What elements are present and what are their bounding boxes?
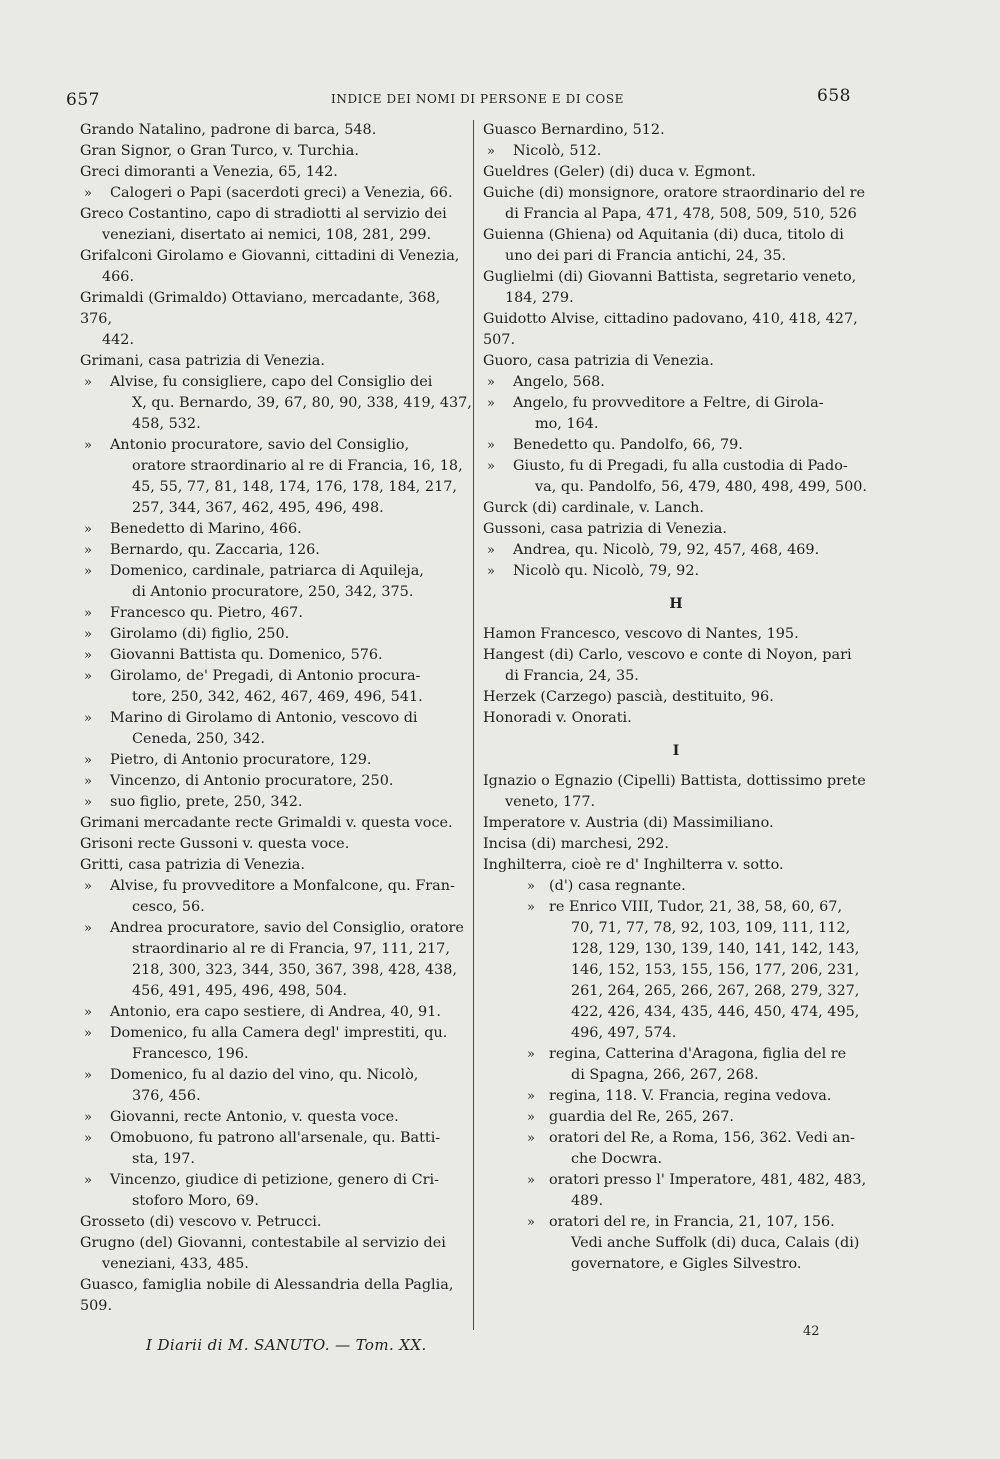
ditto-mark: » [84,1005,92,1020]
entry-text: Giovanni Battista qu. Domenico, 576. [110,647,383,663]
entry-text: Gritti, casa patrizia di Venezia. [80,857,305,873]
entry-text: Ignazio o Egnazio (Cipelli) Battista, dottissimo prete [483,773,866,789]
page-footer: I Diarii di M. SANUTO. — Tom. XX. [146,1336,427,1354]
index-entry [483,519,869,540]
entry-continuation: di Francia al Papa, 471, 478, 508, 509, 510, 526 [505,206,857,222]
index-subentry [80,519,472,540]
index-entry [483,813,869,834]
entry-text: re Enrico VIII, Tudor, 21, 38, 58, 60, 67, [549,899,843,915]
entry-text: Imperatore v. Austria (di) Massimiliano. [483,815,774,831]
entry-continuation: di Antonio procuratore, 250, 342, 375. [132,584,414,600]
ditto-mark: » [84,921,92,936]
index-entry [483,771,869,813]
right-page-number: 658 [817,86,851,106]
entry-text: Vincenzo, giudice di petizione, genero di Cri- [110,1172,439,1188]
ditto-mark: » [84,1110,92,1125]
entry-continuation: Vedi anche Suffolk (di) duca, Calais (di) governatore, e Gigles Silvestro. [571,1235,860,1272]
index-subentry [80,183,472,204]
entry-continuation: veneto, 177. [505,794,596,810]
index-subentry [80,792,472,813]
entry-text: Gurck (di) cardinale, v. Lanch. [483,500,704,516]
entry-text: oratori del re, in Francia, 21, 107, 156. [549,1214,835,1230]
entry-text: suo figlio, prete, 250, 342. [110,794,303,810]
entry-text: Giovanni, recte Antonio, v. questa voce. [110,1109,399,1125]
index-subentry [483,141,869,162]
entry-text: Domenico, cardinale, patriarca di Aquileja, [110,563,424,579]
ditto-mark: » [527,1215,535,1230]
ditto-mark: » [487,564,495,579]
index-subentry [80,876,472,918]
index-entry [80,855,472,876]
index-subentry [80,750,472,771]
index-subentry [483,1212,869,1275]
ditto-mark: » [84,1068,92,1083]
index-subentry [483,1044,869,1086]
index-entry [483,162,869,183]
entry-text: Herzek (Carzego) pascià, destituito, 96. [483,689,774,705]
index-subentry [483,561,869,582]
index-subentry [483,435,869,456]
index-entry [483,708,869,729]
entry-text: (d') casa regnante. [549,878,686,894]
ditto-mark: » [487,375,495,390]
ditto-mark: » [527,1173,535,1188]
index-subentry [80,771,472,792]
entry-text: Guienna (Ghiena) od Aquitania (di) duca, titolo di [483,227,844,243]
entry-text: Hangest (di) Carlo, vescovo e conte di Noyon, pari [483,647,852,663]
index-subentry [483,393,869,435]
right-index-column [483,120,869,1275]
ditto-mark: » [84,543,92,558]
index-subentry [483,1107,869,1128]
ditto-mark: » [84,1026,92,1041]
entry-text: Andrea, qu. Nicolò, 79, 92, 457, 468, 469. [513,542,820,558]
entry-text: Greco Costantino, capo di stradiotti al servizio dei [80,206,447,222]
index-subentry [483,1086,869,1107]
entry-text: Guiche (di) monsignore, oratore straordinario del re [483,185,866,201]
index-entry [483,834,869,855]
entry-text: Gran Signor, o Gran Turco, v. Turchia. [80,143,359,159]
entry-continuation: sta, 197. [132,1151,195,1167]
index-entry [80,834,472,855]
index-subentry [80,561,472,603]
entry-text: Guoro, casa patrizia di Venezia. [483,353,714,369]
index-subentry [80,603,472,624]
left-index-column [80,120,472,1317]
ditto-mark: » [84,669,92,684]
ditto-mark: » [84,564,92,579]
entry-text: Marino di Girolamo di Antonio, vescovo di [110,710,418,726]
index-entry [80,246,472,288]
entry-text: Andrea procuratore, savio del Consiglio, oratore [110,920,464,936]
column-divider [473,120,474,1330]
entry-continuation: che Docwra. [571,1151,663,1167]
index-subentry [80,372,472,435]
entry-continuation: straordinario al re di Francia, 97, 111, 217, 218, 300, 323, 344, 350, 367, 398, 428, 438, 456, 491, 495, 496, 498, 504. [132,941,457,999]
index-subentry [483,540,869,561]
entry-text: guardia del Re, 265, 267. [549,1109,734,1125]
entry-continuation: di Francia, 24, 35. [505,668,639,684]
signature-number: 42 [803,1324,820,1339]
entry-continuation: veneziani, 433, 485. [102,1256,249,1272]
entry-text: oratori presso l' Imperatore, 481, 482, 483, [549,1172,867,1188]
entry-text: Gueldres (Geler) (di) duca v. Egmont. [483,164,756,180]
entry-text: Honoradi v. Onorati. [483,710,632,726]
index-entry [80,351,472,372]
ditto-mark: » [84,606,92,621]
index-entry [80,141,472,162]
entry-text: Vincenzo, di Antonio procuratore, 250. [110,773,394,789]
entry-continuation: va, qu. Pandolfo, 56, 479, 480, 498, 499, 500. [535,479,867,495]
index-subentry [80,1170,472,1212]
index-subentry [483,1128,869,1170]
left-page-number: 657 [66,90,100,110]
entry-text: Grosseto (di) vescovo v. Petrucci. [80,1214,322,1230]
index-entry [80,120,472,141]
ditto-mark: » [84,186,92,201]
entry-text: Omobuono, fu patrono all'arsenale, qu. Batti- [110,1130,441,1146]
entry-continuation: mo, 164. [535,416,599,432]
index-subentry [80,1065,472,1107]
ditto-mark: » [84,438,92,453]
entry-text: Nicolò, 512. [513,143,602,159]
index-subentry [483,897,869,1044]
entry-text: Alvise, fu consigliere, capo del Consiglio dei [110,374,433,390]
ditto-mark: » [84,795,92,810]
index-subentry [483,456,869,498]
index-entry [483,855,869,876]
entry-text: Hamon Francesco, vescovo di Nantes, 195. [483,626,799,642]
ditto-mark: » [527,1089,535,1104]
index-entry [80,204,472,246]
index-subentry [483,876,869,897]
entry-text: Bernardo, qu. Zaccaria, 126. [110,542,320,558]
entry-continuation: di Spagna, 266, 267, 268. [571,1067,759,1083]
ditto-mark: » [84,879,92,894]
entry-text: Incisa (di) marchesi, 292. [483,836,669,852]
entry-text: Domenico, fu alla Camera degl' imprestiti, qu. [110,1025,448,1041]
index-entry [483,645,869,687]
index-entry [80,1275,472,1317]
entry-text: Gussoni, casa patrizia di Venezia. [483,521,727,537]
entry-text: Pietro, di Antonio procuratore, 129. [110,752,372,768]
entry-text: Angelo, fu provveditore a Feltre, di Girola- [513,395,824,411]
entry-text: Girolamo, de' Pregadi, di Antonio procura- [110,668,421,684]
entry-text: Grimani mercadante recte Grimaldi v. questa voce. [80,815,453,831]
index-subentry [80,435,472,519]
entry-text: Benedetto qu. Pandolfo, 66, 79. [513,437,743,453]
index-entry [80,813,472,834]
index-entry [483,351,869,372]
entry-text: Domenico, fu al dazio del vino, qu. Nicolò, [110,1067,419,1083]
index-entry [80,288,472,351]
entry-text: Giusto, fu di Pregadi, fu alla custodia di Pado- [513,458,848,474]
ditto-mark: » [84,1131,92,1146]
entry-text: Grifalconi Girolamo e Giovanni, cittadini di Venezia, [80,248,460,264]
ditto-mark: » [487,438,495,453]
entry-text: Guasco Bernardino, 512. [483,122,665,138]
index-subentry [80,1107,472,1128]
entry-continuation: veneziani, disertato ai nemici, 108, 281, 299. [102,227,432,243]
index-entry [483,120,869,141]
index-subentry [483,372,869,393]
entry-text: Inghilterra, cioè re d' Inghilterra v. sotto. [483,857,784,873]
entry-continuation: Ceneda, 250, 342. [132,731,265,747]
index-subentry [483,1170,869,1212]
entry-continuation: 442. [102,332,135,348]
entry-continuation: 489. [571,1193,604,1209]
ditto-mark: » [527,1110,535,1125]
entry-text: Calogeri o Papi (sacerdoti greci) a Venezia, 66. [110,185,453,201]
ditto-mark: » [527,879,535,894]
index-subentry [80,1023,472,1065]
entry-text: Guidotto Alvise, cittadino padovano, 410, 418, 427, 507. [483,311,858,348]
entry-continuation: 466. [102,269,135,285]
entry-continuation: oratore straordinario al re di Francia, 16, 18, 45, 55, 77, 81, 148, 174, 176, 178, 184, 217, 257, 344, 367, 462, 495, 496, 498. [132,458,463,516]
ditto-mark: » [487,144,495,159]
index-entry [483,225,869,267]
entry-text: Grimaldi (Grimaldo) Ottaviano, mercadante, 368, 376, [80,290,441,327]
index-entry [80,1233,472,1275]
ditto-mark: » [527,1131,535,1146]
entry-text: oratori del Re, a Roma, 156, 362. Vedi an- [549,1130,855,1146]
entry-text: Antonio, era capo sestiere, di Andrea, 40, 91. [110,1004,441,1020]
index-subentry [80,624,472,645]
entry-continuation: 70, 71, 77, 78, 92, 103, 109, 111, 112, 128, 129, 130, 139, 140, 141, 142, 143, 146, 152, 153, 155, 156, 177, 206, 231, 261, 264, 265, 266, 267, 268, 279, 327, 422, 426, 434, 435, 446, 450, 474, 495, 496, 497, 574. [571,920,860,1041]
index-entry [483,687,869,708]
index-entry [483,267,869,309]
entry-continuation: Francesco, 196. [132,1046,249,1062]
entry-text: regina, Catterina d'Aragona, figlia del re [549,1046,847,1062]
ditto-mark: » [527,1047,535,1062]
ditto-mark: » [84,753,92,768]
entry-continuation: tore, 250, 342, 462, 467, 469, 496, 541. [132,689,423,705]
entry-text: Greci dimoranti a Venezia, 65, 142. [80,164,338,180]
index-subentry [80,645,472,666]
ditto-mark: » [84,522,92,537]
ditto-mark: » [487,396,495,411]
entry-text: Grando Natalino, padrone di barca, 548. [80,122,377,138]
ditto-mark: » [487,543,495,558]
entry-text: Guglielmi (di) Giovanni Battista, segretario veneto, [483,269,857,285]
page-header [0,86,1000,116]
entry-text: Grisoni recte Gussoni v. questa voce. [80,836,350,852]
entry-text: Angelo, 568. [513,374,605,390]
entry-text: Grimani, casa patrizia di Venezia. [80,353,325,369]
entry-text: Antonio procuratore, savio del Consiglio, [110,437,410,453]
ditto-mark: » [84,627,92,642]
entry-text: Grugno (del) Giovanni, contestabile al servizio dei [80,1235,446,1251]
entry-continuation: uno dei pari di Francia antichi, 24, 35. [505,248,787,264]
ditto-mark: » [487,459,495,474]
entry-text: Francesco qu. Pietro, 467. [110,605,303,621]
entry-text: Benedetto di Marino, 466. [110,521,302,537]
entry-continuation: stoforo Moro, 69. [132,1193,259,1209]
index-entry [483,498,869,519]
ditto-mark: » [84,774,92,789]
section-letter: I [672,743,680,759]
entry-continuation: cesco, 56. [132,899,205,915]
ditto-mark: » [527,900,535,915]
index-subentry [80,666,472,708]
entry-continuation: X, qu. Bernardo, 39, 67, 80, 90, 338, 419, 437, 458, 532. [132,395,472,432]
ditto-mark: » [84,648,92,663]
ditto-mark: » [84,711,92,726]
entry-text: Girolamo (di) figlio, 250. [110,626,290,642]
entry-text: Nicolò qu. Nicolò, 79, 92. [513,563,700,579]
index-subentry [80,708,472,750]
index-subentry [80,918,472,1002]
running-title: INDICE DEI NOMI DI PERSONE E DI COSE [331,92,625,106]
index-subentry [80,540,472,561]
index-entry [80,1212,472,1233]
index-subentry [80,1128,472,1170]
entry-text: regina, 118. V. Francia, regina vedova. [549,1088,832,1104]
index-entry [483,183,869,225]
index-entry [483,309,869,351]
section-letter: H [669,596,683,612]
index-subentry [80,1002,472,1023]
ditto-mark: » [84,1173,92,1188]
entry-text: Guasco, famiglia nobile di Alessandria della Paglia, 509. [80,1277,454,1314]
index-entry [80,162,472,183]
entry-text: Alvise, fu provveditore a Monfalcone, qu. Fran- [110,878,455,894]
entry-continuation: 376, 456. [132,1088,201,1104]
ditto-mark: » [84,375,92,390]
entry-continuation: 184, 279. [505,290,574,306]
index-entry [483,624,869,645]
